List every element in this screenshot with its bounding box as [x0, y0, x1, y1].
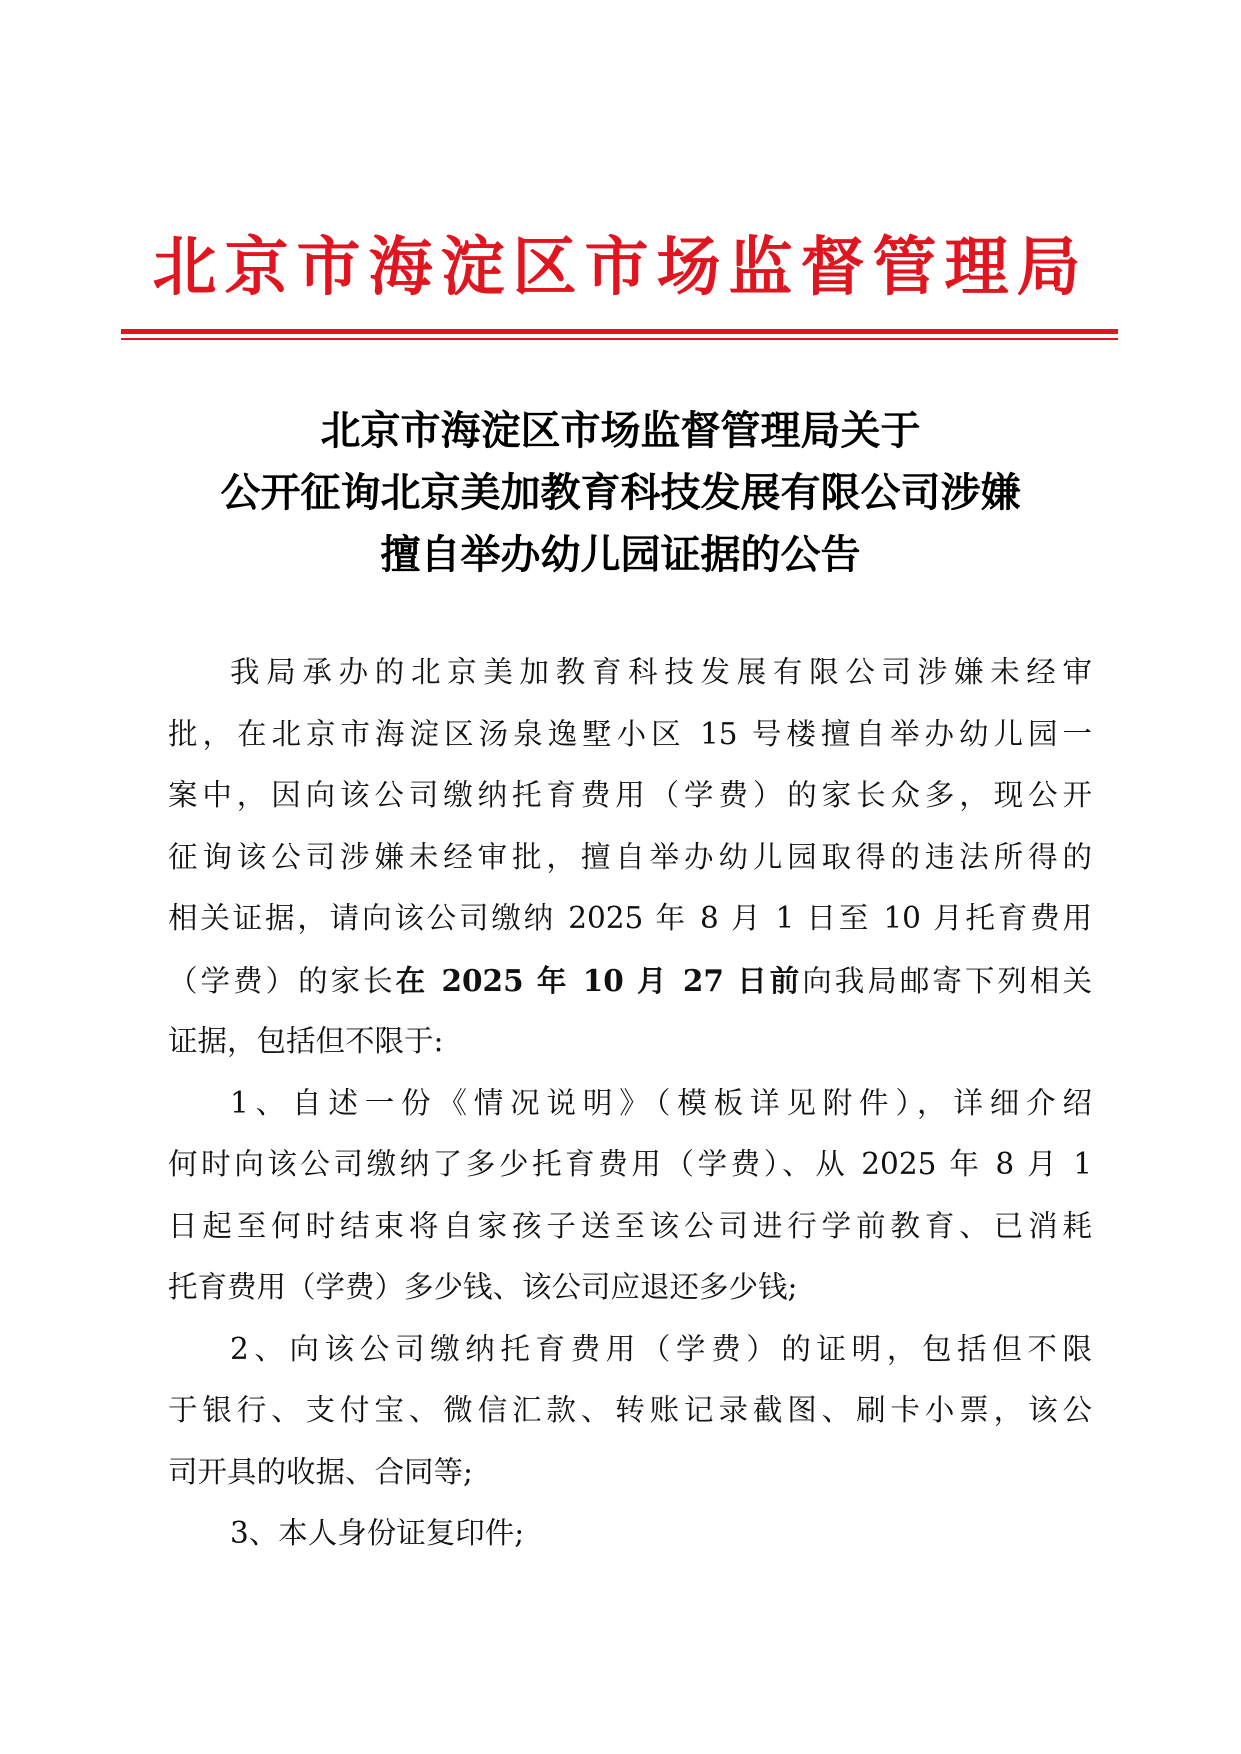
- evidence-item-line: 托育费用（学费）多少钱、该公司应退还多少钱;: [168, 1270, 798, 1304]
- evidence-item-line: 于银行、支付宝、微信汇款、转账记录截图、刷卡小票，该公: [168, 1393, 1092, 1427]
- evidence-item-line: 日起至何时结束将自家孩子送至该公司进行学前教育、已消耗: [168, 1208, 1092, 1243]
- evidence-item-line: 1、自述一份《情况说明》（模板详见附件），详细介绍: [230, 1085, 1092, 1120]
- evidence-item-line: 3、本人身份证复印件;: [230, 1516, 525, 1550]
- document-title-line-2: 公开征询北京美加教育科技发展有限公司涉嫌: [220, 469, 1021, 516]
- evidence-item-line: 2、向该公司缴纳托育费用（学费）的证明，包括但不限: [230, 1331, 1092, 1366]
- intro-line-deadline: [168, 950, 1092, 1012]
- letterhead-agency-name: 北京市海淀区市场监督管理局: [152, 230, 1089, 305]
- intro-line: 相关证据，请向该公司缴纳 2025 年 8 月 1 日至 10 月托育费用: [168, 901, 1092, 935]
- evidence-item-line: 司开具的收据、合同等;: [168, 1454, 473, 1489]
- evidence-item-3: [168, 1503, 1092, 1565]
- intro-line: 批，在北京市海淀区汤泉逸墅小区 15 号楼擅自举办幼儿园一: [168, 716, 1092, 751]
- intro-line: 证据，包括但不限于:: [168, 1024, 444, 1058]
- document-body: [168, 642, 1092, 1565]
- document-title-line-1: 北京市海淀区市场监督管理局关于: [320, 407, 921, 454]
- intro-line: 案中，因向该公司缴纳托育费用（学费）的家长众多，现公开: [168, 778, 1092, 812]
- submission-deadline: 在 2025 年 10 月 27 日前: [395, 962, 803, 998]
- letterhead-red-rule-thick: [121, 329, 1118, 334]
- letterhead-red-rule-thin: [121, 338, 1118, 340]
- document-title-line-3: 擅自举办幼儿园证据的公告: [380, 531, 861, 578]
- intro-line: 征询该公司涉嫌未经审批，擅自举办幼儿园取得的违法所得的: [168, 839, 1092, 874]
- evidence-item-2: [168, 1319, 1092, 1504]
- intro-text-before-deadline: （学费）的家长: [168, 963, 396, 998]
- intro-paragraph: [168, 642, 1092, 1073]
- document-title: [0, 400, 1241, 586]
- intro-text-after-deadline: 向我局邮寄下列相关: [802, 963, 1092, 998]
- evidence-item-line: 何时向该公司缴纳了多少托育费用（学费）、从 2025 年 8 月 1: [168, 1147, 1092, 1181]
- evidence-item-1: [168, 1073, 1092, 1319]
- intro-line: 我局承办的北京美加教育科技发展有限公司涉嫌未经审: [230, 655, 1092, 689]
